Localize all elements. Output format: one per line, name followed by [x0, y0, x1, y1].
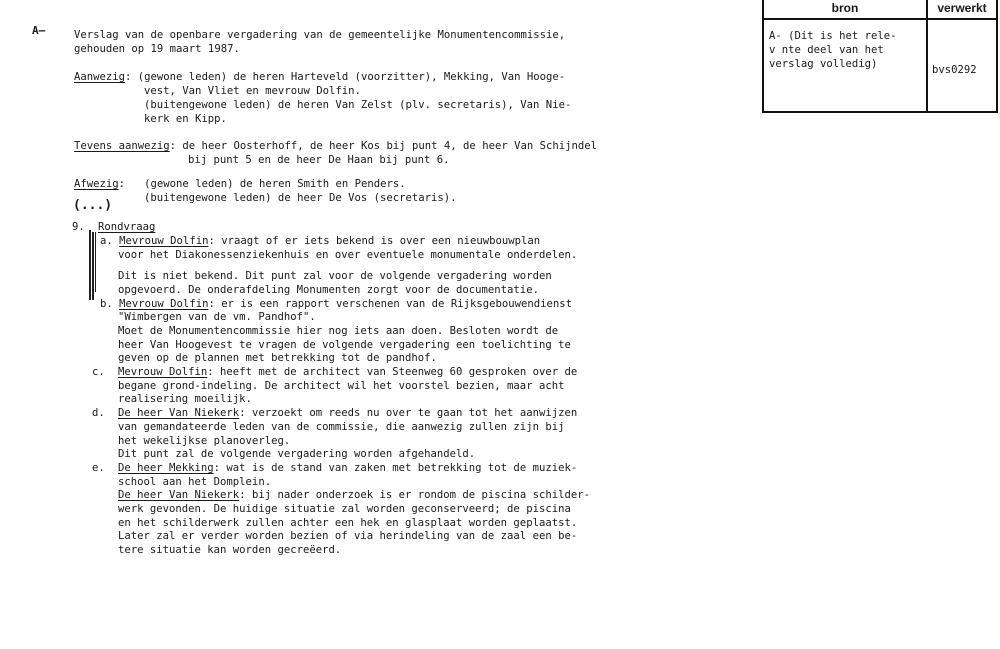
- item-b-text-4: heer Van Hoogevest te vragen de volgende vergadering een toelichting te: [118, 339, 571, 351]
- tevens-line-1: [74, 139, 597, 153]
- aanwezig-text-1: : (gewone leden) de heren Harteveld (voorzitter), Mekking, Van Hooge-: [125, 71, 566, 83]
- verwerkt-header: verwerkt: [928, 0, 996, 20]
- item-a-text-4: opgevoerd. De onderafdeling Monumenten zorgt voor de documentatie.: [118, 284, 539, 296]
- item-e-text-4: werk gevonden. De huidige situatie zal worden geconserveerd; de piscina: [118, 503, 571, 515]
- item-c-text-3: realisering moeilijk.: [118, 393, 252, 405]
- item-a-letter: a.: [100, 235, 113, 247]
- item-a-text-3: Dit is niet bekend. Dit punt zal voor de volgende vergadering worden: [118, 270, 552, 282]
- item-c-text-1: : heeft met de architect van Steenweg 60 gesproken over de: [207, 366, 578, 378]
- item-a-name: Mevrouw Dolfin: [119, 235, 209, 247]
- item-d-text-4: Dit punt zal de volgende vergadering worden afgehandeld.: [118, 448, 476, 460]
- item-a-text-1: : vraagt of er iets bekend is over een nieuwbouwplan: [208, 235, 541, 247]
- item-e-text-3: : bij nader onderzoek is er rondom de piscina schilder-: [239, 489, 590, 501]
- item-e-line-1: [118, 461, 577, 475]
- tevens-label: Tevens aanwezig: [74, 140, 170, 152]
- item-d-line-1: [118, 406, 577, 420]
- bron-header: bron: [764, 0, 928, 20]
- aanwezig-label: Aanwezig: [74, 71, 126, 83]
- item-d-letter: d.: [92, 407, 105, 419]
- item-e-name-2: De heer Van Niekerk: [118, 489, 240, 501]
- report-title: Verslag van de openbare vergadering van de gemeentelijke Monumentencommissie,: [74, 29, 566, 41]
- item-c-text-2: begane grond-indeling. De architect wil het voorstel bezien, maar acht: [118, 380, 565, 392]
- margin-bar-3: [95, 232, 96, 292]
- item-b-name: Mevrouw Dolfin: [119, 298, 209, 310]
- item-c-name: Mevrouw Dolfin: [118, 366, 208, 378]
- afwezig-label: Afwezig: [74, 178, 119, 190]
- afwezig-line-1: [74, 177, 406, 191]
- bron-note: [769, 29, 897, 71]
- item-number: 9.: [72, 221, 85, 233]
- column-divider: [926, 18, 928, 111]
- omission-mark: (...): [73, 198, 113, 213]
- rondvraag-heading: Rondvraag: [98, 221, 156, 233]
- verwerkt-value: bvs0292: [932, 64, 977, 76]
- bron-note-line-3: verslag volledig): [769, 58, 878, 70]
- source-table: [762, 0, 998, 113]
- item-b-text-2: "Wimbergen van de vm. Pandhof".: [118, 311, 316, 323]
- item-e-text-6: Later zal er verder worden bezien of via herindeling van de zaal een be-: [118, 530, 578, 542]
- bron-note-line-2: v nte deel van het: [769, 44, 884, 56]
- item-e-text-2: school aan het Domplein.: [118, 476, 272, 488]
- tevens-text-2: bij punt 5 en de heer De Haan bij punt 6.: [188, 154, 450, 166]
- aanwezig-text-3: (buitengewone leden) de heren Van Zelst (plv. secretaris), Van Nie-: [144, 99, 572, 111]
- item-e-text-1: : wat is de stand van zaken met betrekking tot de muziek-: [213, 462, 578, 474]
- item-b-letter: b.: [100, 298, 113, 310]
- item-c-line-1: [118, 365, 577, 379]
- item-b-text-1: : er is een rapport verschenen van de Rijksgebouwendienst: [208, 298, 572, 310]
- aanwezig-line-1: [74, 70, 565, 84]
- afwezig-text-2: (buitengewone leden) de heer De Vos (secretaris).: [144, 192, 457, 204]
- aanwezig-text-2: vest, Van Vliet en mevrouw Dolfin.: [144, 85, 361, 97]
- item-e-text-7: tere situatie kan worden gecreëerd.: [118, 544, 342, 556]
- section-marker: A—: [32, 24, 46, 37]
- tevens-text-1: : de heer Oosterhoff, de heer Kos bij punt 4, de heer Van Schijndel: [169, 140, 597, 152]
- item-e-letter: e.: [92, 462, 105, 474]
- margin-bar-2: [92, 232, 94, 300]
- report-date: gehouden op 19 maart 1987.: [74, 43, 240, 55]
- item-c-letter: c.: [92, 366, 105, 378]
- afwezig-text-1: : (gewone leden) de heren Smith en Penders.: [118, 178, 406, 190]
- item-d-name: De heer Van Niekerk: [118, 407, 240, 419]
- item-d-text-1: : verzoekt om reeds nu over te gaan tot het aanwijzen: [239, 407, 578, 419]
- item-e-line-3: [118, 488, 590, 502]
- aanwezig-text-4: kerk en Kipp.: [144, 113, 227, 125]
- item-e-text-5: en het schilderwerk zullen achter een hek en glasplaat worden geplaatst.: [118, 517, 578, 529]
- item-d-text-3: het wekelijkse planoverleg.: [118, 435, 291, 447]
- margin-bar-1: [89, 230, 91, 300]
- item-a-text-2: voor het Diakonessenziekenhuis en over eventuele monumentale onderdelen.: [118, 249, 578, 261]
- item-b-text-3: Moet de Monumentencommissie hier nog iets aan doen. Besloten wordt de: [118, 325, 559, 337]
- bron-note-line-1: A- (Dit is het rele-: [769, 30, 897, 42]
- item-d-text-2: van gemandateerde leden van de commissie, die aanwezig zullen zijn bij: [118, 421, 565, 433]
- item-b-text-5: geven op de plannen met betrekking tot de pandhof.: [118, 352, 437, 364]
- item-e-name: De heer Mekking: [118, 462, 214, 474]
- item-a-line-1: [100, 234, 540, 248]
- item-b-line-1: [100, 297, 572, 311]
